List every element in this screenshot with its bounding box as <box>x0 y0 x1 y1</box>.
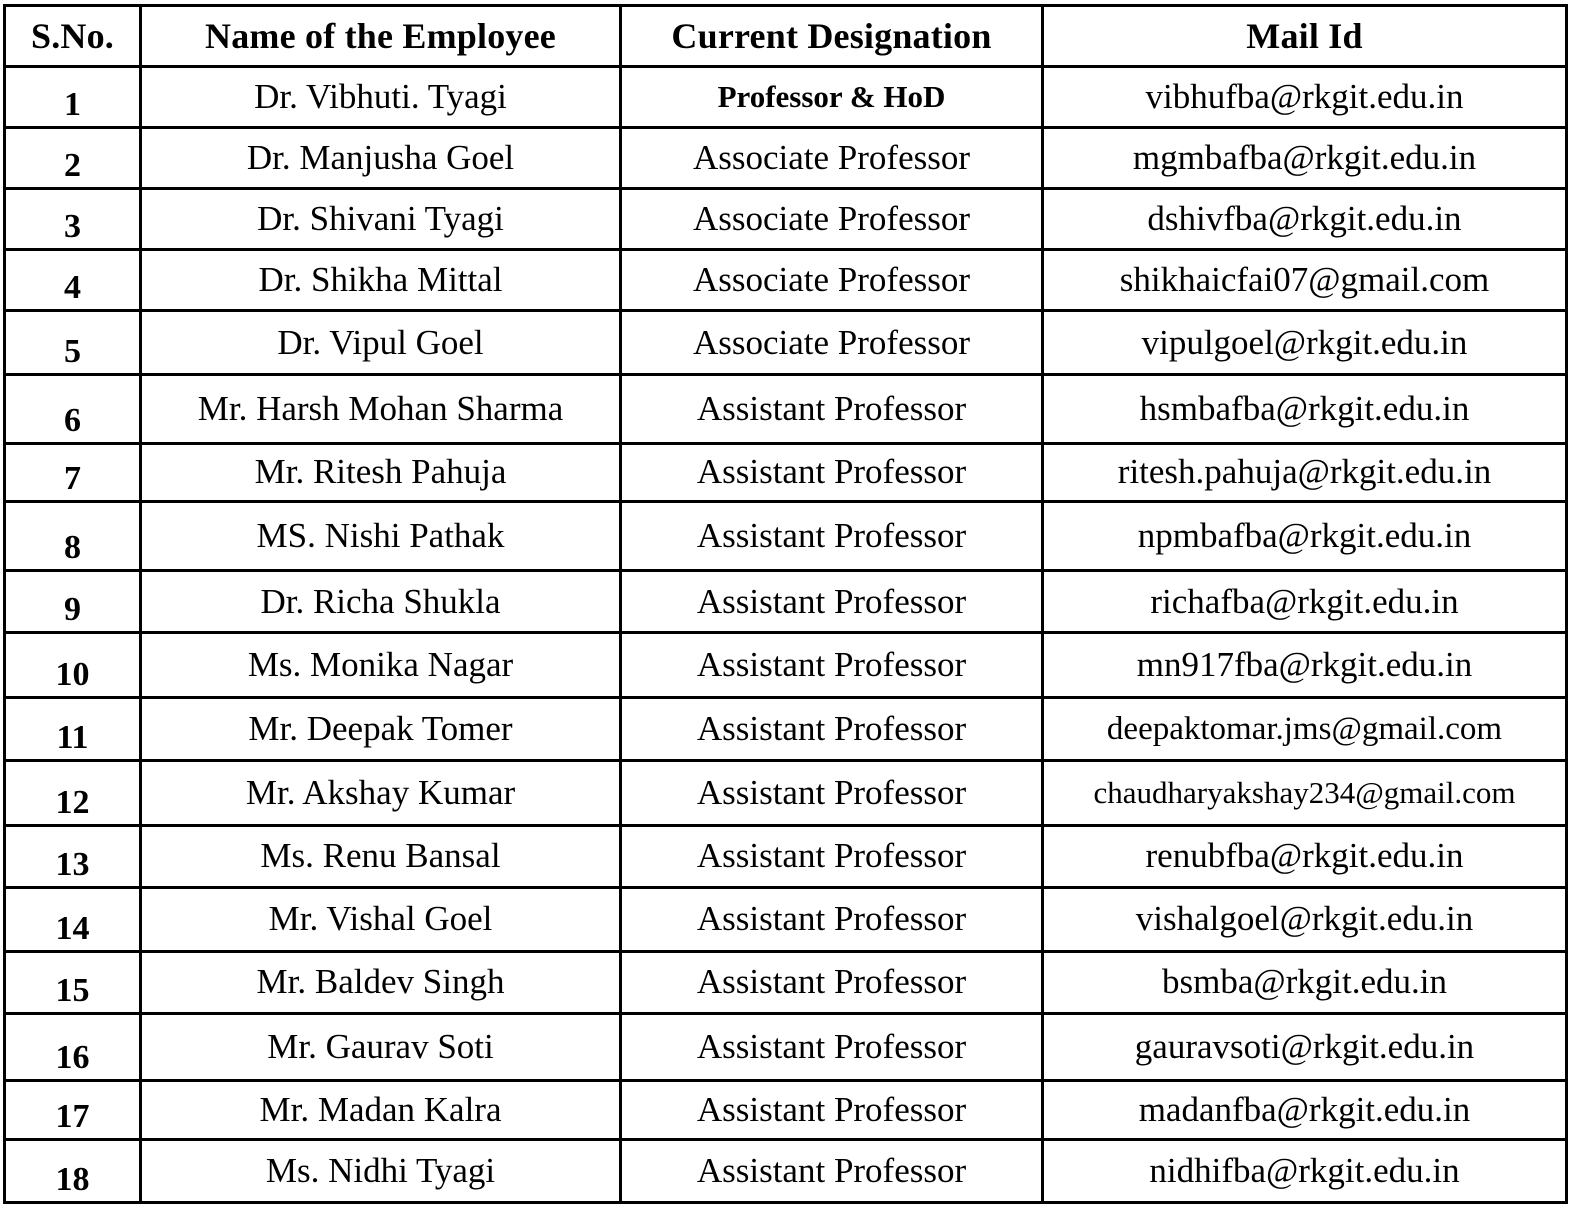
cell-designation: Assistant Professor <box>621 1140 1043 1203</box>
cell-mail-id: shikhaicfai07@gmail.com <box>1043 250 1567 311</box>
table-row <box>5 188 1567 250</box>
cell-employee-name: Dr. Manjusha Goel <box>141 127 621 188</box>
cell-mail-id: richafba@rkgit.edu.in <box>1043 570 1567 633</box>
cell-sno: 3 <box>5 188 141 250</box>
table-row <box>5 375 1567 444</box>
table-row <box>5 1014 1567 1081</box>
cell-designation: Assistant Professor <box>621 1014 1043 1081</box>
cell-sno: 11 <box>5 698 141 761</box>
cell-employee-name: Ms. Monika Nagar <box>141 633 621 698</box>
cell-sno: 4 <box>5 250 141 311</box>
cell-sno: 2 <box>5 127 141 188</box>
cell-employee-name: Mr. Akshay Kumar <box>141 761 621 826</box>
table-row <box>5 1140 1567 1203</box>
header-mail: Mail Id <box>1043 6 1567 67</box>
cell-mail-id: mgmbafba@rkgit.edu.in <box>1043 127 1567 188</box>
cell-designation: Assistant Professor <box>621 761 1043 826</box>
cell-mail-id: ritesh.pahuja@rkgit.edu.in <box>1043 443 1567 501</box>
cell-employee-name: Mr. Madan Kalra <box>141 1081 621 1140</box>
cell-sno: 15 <box>5 951 141 1014</box>
cell-employee-name: Mr. Baldev Singh <box>141 951 621 1014</box>
table-row <box>5 311 1567 375</box>
cell-mail-id: madanfba@rkgit.edu.in <box>1043 1081 1567 1140</box>
cell-mail-id: deepaktomar.jms@gmail.com <box>1043 698 1567 761</box>
table-row <box>5 501 1567 570</box>
cell-mail-id: vipulgoel@rkgit.edu.in <box>1043 311 1567 375</box>
cell-mail-id: nidhifba@rkgit.edu.in <box>1043 1140 1567 1203</box>
cell-designation: Associate Professor <box>621 188 1043 250</box>
cell-mail-id: bsmba@rkgit.edu.in <box>1043 951 1567 1014</box>
cell-employee-name: MS. Nishi Pathak <box>141 501 621 570</box>
cell-employee-name: Mr. Deepak Tomer <box>141 698 621 761</box>
cell-sno: 18 <box>5 1140 141 1203</box>
cell-employee-name: Dr. Shivani Tyagi <box>141 188 621 250</box>
table-body <box>5 67 1567 1203</box>
table-row <box>5 698 1567 761</box>
cell-mail-id: mn917fba@rkgit.edu.in <box>1043 633 1567 698</box>
table-header <box>5 6 1567 67</box>
cell-mail-id: chaudharyakshay234@gmail.com <box>1043 761 1567 826</box>
cell-designation: Assistant Professor <box>621 698 1043 761</box>
cell-employee-name: Ms. Renu Bansal <box>141 825 621 887</box>
cell-designation: Assistant Professor <box>621 1081 1043 1140</box>
cell-sno: 5 <box>5 311 141 375</box>
header-name: Name of the Employee <box>141 6 621 67</box>
cell-designation: Assistant Professor <box>621 825 1043 887</box>
cell-sno: 12 <box>5 761 141 826</box>
cell-sno: 13 <box>5 825 141 887</box>
cell-employee-name: Dr. Vibhuti. Tyagi <box>141 67 621 128</box>
cell-sno: 8 <box>5 501 141 570</box>
cell-employee-name: Mr. Ritesh Pahuja <box>141 443 621 501</box>
cell-employee-name: Ms. Nidhi Tyagi <box>141 1140 621 1203</box>
table-row <box>5 250 1567 311</box>
cell-employee-name: Dr. Vipul Goel <box>141 311 621 375</box>
table-row <box>5 761 1567 826</box>
cell-sno: 6 <box>5 375 141 444</box>
cell-designation: Assistant Professor <box>621 443 1043 501</box>
table-row <box>5 951 1567 1014</box>
header-row <box>5 6 1567 67</box>
cell-employee-name: Dr. Richa Shukla <box>141 570 621 633</box>
table-row <box>5 1081 1567 1140</box>
cell-mail-id: renubfba@rkgit.edu.in <box>1043 825 1567 887</box>
employee-directory-sheet <box>3 4 1565 1204</box>
cell-sno: 1 <box>5 67 141 128</box>
cell-mail-id: gauravsoti@rkgit.edu.in <box>1043 1014 1567 1081</box>
cell-designation: Assistant Professor <box>621 570 1043 633</box>
cell-mail-id: npmbafba@rkgit.edu.in <box>1043 501 1567 570</box>
header-sno: S.No. <box>5 6 141 67</box>
table-row <box>5 127 1567 188</box>
cell-designation: Assistant Professor <box>621 951 1043 1014</box>
cell-designation: Assistant Professor <box>621 887 1043 951</box>
cell-mail-id: dshivfba@rkgit.edu.in <box>1043 188 1567 250</box>
cell-sno: 7 <box>5 443 141 501</box>
employee-table <box>3 4 1568 1204</box>
cell-mail-id: hsmbafba@rkgit.edu.in <box>1043 375 1567 444</box>
table-row <box>5 67 1567 128</box>
header-designation: Current Designation <box>621 6 1043 67</box>
cell-employee-name: Mr. Harsh Mohan Sharma <box>141 375 621 444</box>
cell-designation: Assistant Professor <box>621 501 1043 570</box>
cell-sno: 10 <box>5 633 141 698</box>
cell-designation: Associate Professor <box>621 250 1043 311</box>
cell-mail-id: vibhufba@rkgit.edu.in <box>1043 67 1567 128</box>
cell-designation: Assistant Professor <box>621 375 1043 444</box>
cell-designation: Associate Professor <box>621 127 1043 188</box>
cell-mail-id: vishalgoel@rkgit.edu.in <box>1043 887 1567 951</box>
cell-employee-name: Mr. Vishal Goel <box>141 887 621 951</box>
cell-designation: Assistant Professor <box>621 633 1043 698</box>
cell-sno: 9 <box>5 570 141 633</box>
cell-sno: 14 <box>5 887 141 951</box>
cell-designation: Professor & HoD <box>621 67 1043 128</box>
table-row <box>5 633 1567 698</box>
table-row <box>5 825 1567 887</box>
cell-designation: Associate Professor <box>621 311 1043 375</box>
table-row <box>5 570 1567 633</box>
cell-sno: 16 <box>5 1014 141 1081</box>
table-row <box>5 887 1567 951</box>
table-row <box>5 443 1567 501</box>
cell-employee-name: Dr. Shikha Mittal <box>141 250 621 311</box>
cell-sno: 17 <box>5 1081 141 1140</box>
cell-employee-name: Mr. Gaurav Soti <box>141 1014 621 1081</box>
